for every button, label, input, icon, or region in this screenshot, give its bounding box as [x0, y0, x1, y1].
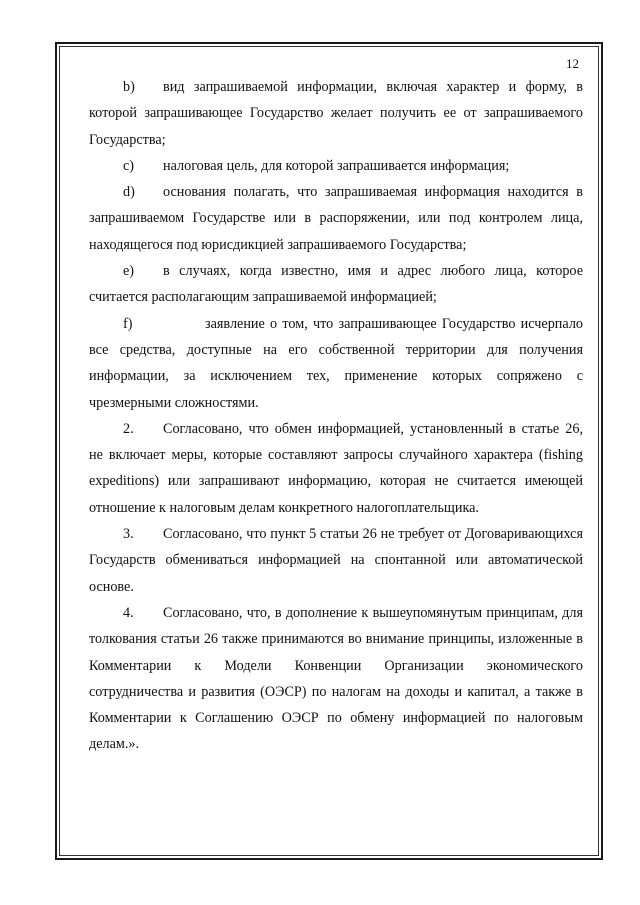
item-text: налоговая цель, для которой запрашивается информация; [163, 157, 510, 174]
paragraph-text: Согласовано, что пункт 5 статьи 26 не требует от Договаривающихся Государств обмениваться информацией на спонтанной или автоматической основе. [89, 526, 583, 595]
page-number: 12 [566, 56, 579, 71]
list-item-c [89, 153, 583, 179]
item-label: d) [123, 184, 135, 201]
paragraph-number: 3. [123, 526, 134, 543]
item-text: вид запрашиваемой информации, включая характер и форму, в которой запрашивающее Государство желает получить ее от запрашиваемого Государства; [89, 79, 583, 148]
document-body [89, 74, 583, 758]
item-label: c) [123, 157, 135, 174]
paragraph-number: 4. [123, 604, 134, 621]
list-item-e [89, 258, 583, 311]
item-label: b) [123, 79, 135, 95]
item-label: f) [123, 315, 133, 332]
item-text: в случаях, когда известно, имя и адрес любого лица, которое считается располагающим запрашиваемой информацией; [89, 263, 583, 306]
paragraph-2 [89, 416, 583, 521]
item-text: заявление о том, что запрашивающее Государство исчерпало все средства, доступные на его собственной территории для получения информации, за исключением тех, применение которых сопряжено с чрезмерными сложностями. [89, 315, 583, 411]
list-item-f [89, 311, 583, 416]
item-text: основания полагать, что запрашиваемая информация находится в запрашиваемом Государстве или в распоряжении, или под контролем лица, находящегося под юрисдикцией запрашиваемого Государства; [89, 184, 583, 253]
list-item-d [89, 179, 583, 258]
paragraph-3 [89, 521, 583, 600]
item-label: e) [123, 263, 135, 280]
paragraph-text: Согласовано, что обмен информацией, установленный в статье 26, не включает меры, которые составляют запросы случайного характера (fishing expeditions) или запрашивают информацию, которая не считается имеющей отношение к налоговым делам конкретного налогоплательщика. [89, 420, 583, 516]
paragraph-number: 2. [123, 420, 134, 437]
list-item-b [89, 74, 583, 153]
paragraph-4 [89, 600, 583, 758]
paragraph-text: Согласовано, что, в дополнение к вышеупомянутым принципам, для толкования статьи 26 также принимаются во внимание принципы, изложенные в Комментарии к Модели Конвенции Организации экономического сотрудничества и развития (ОЭСР) по налогам на доходы и капитал, а также в Комментарии к Соглашению ОЭСР по обмену информацией по налоговым делам.». [89, 604, 583, 753]
